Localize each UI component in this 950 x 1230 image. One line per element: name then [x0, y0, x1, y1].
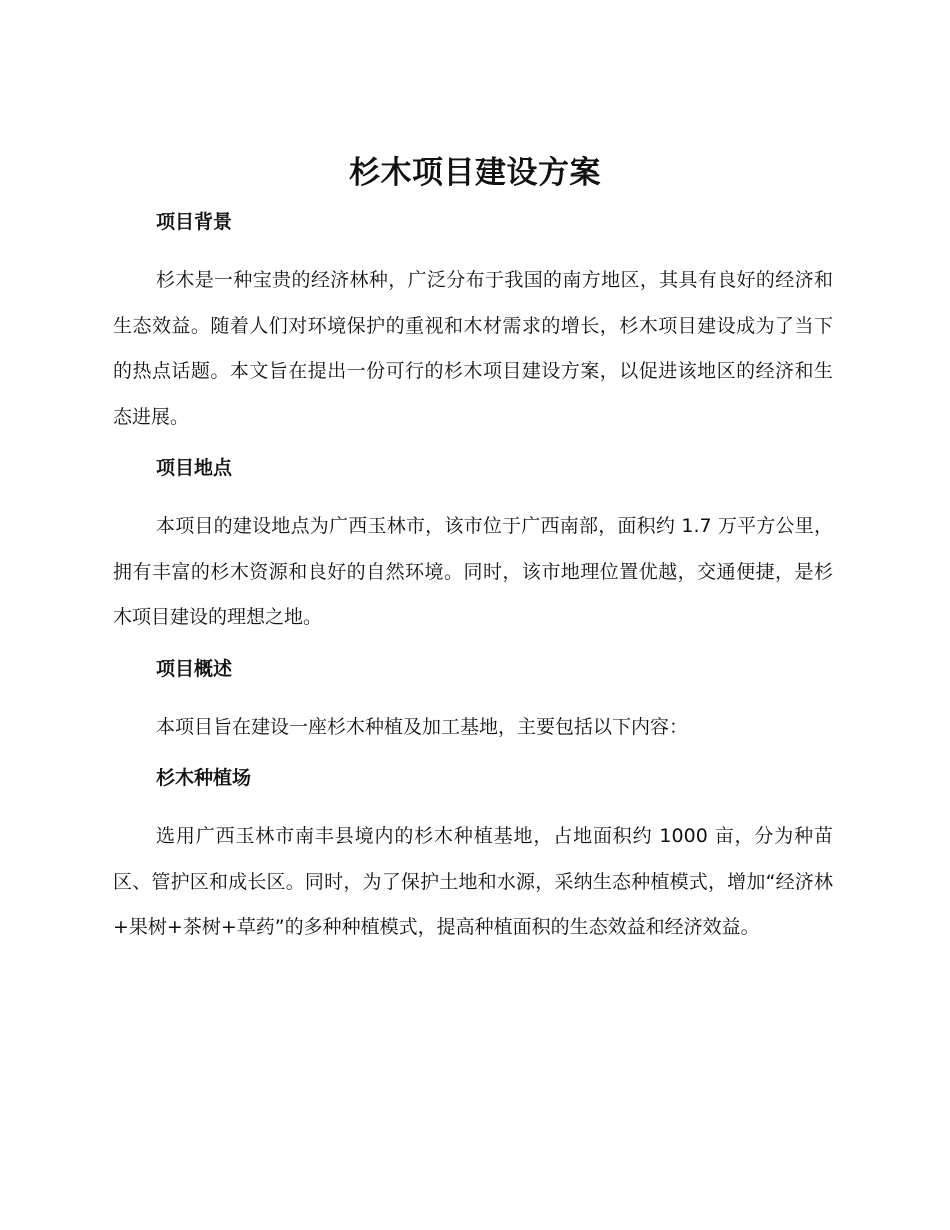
page-title: 杉木项目建设方案 [349, 155, 601, 191]
section-heading: 项目地点 [156, 457, 233, 479]
section-paragraph: 本项目旨在建设一座杉木种植及加工基地，主要包括以下内容： [156, 715, 689, 738]
section-location [113, 448, 833, 649]
section-heading: 杉木种植场 [156, 767, 252, 789]
section-background [113, 202, 833, 448]
section-plantation [113, 758, 833, 951]
section-overview [113, 649, 833, 759]
section-paragraph: 杉木是一种宝贵的经济林种，广泛分布于我国的南方地区，其具有良好的经济和生态效益。随着人们对环境保护的重视和木材需求的增长，杉木项目建设成为了当下的热点话题。本文旨在提出一份可行的杉木项目建设方案，以促进该地区的经济和生态进展。 [113, 269, 833, 428]
document-body [113, 202, 833, 951]
section-heading: 项目背景 [156, 211, 233, 233]
section-paragraph: 本项目的建设地点为广西玉林市，该市位于广西南部，面积约 1.7 万平方公里，拥有丰富的杉木资源和良好的自然环境。同时，该市地理位置优越，交通便捷，是杉木项目建设的理想之地。 [113, 515, 833, 628]
section-paragraph: 选用广西玉林市南丰县境内的杉木种植基地，占地面积约 1000 亩，分为种苗区、管护区和成长区。同时，为了保护土地和水源，采纳生态种植模式，增加“经济林+果树+茶树+草药”的多种种植模式，提高种植面积的生态效益和经济效益。 [113, 825, 833, 938]
section-heading: 项目概述 [156, 657, 233, 680]
